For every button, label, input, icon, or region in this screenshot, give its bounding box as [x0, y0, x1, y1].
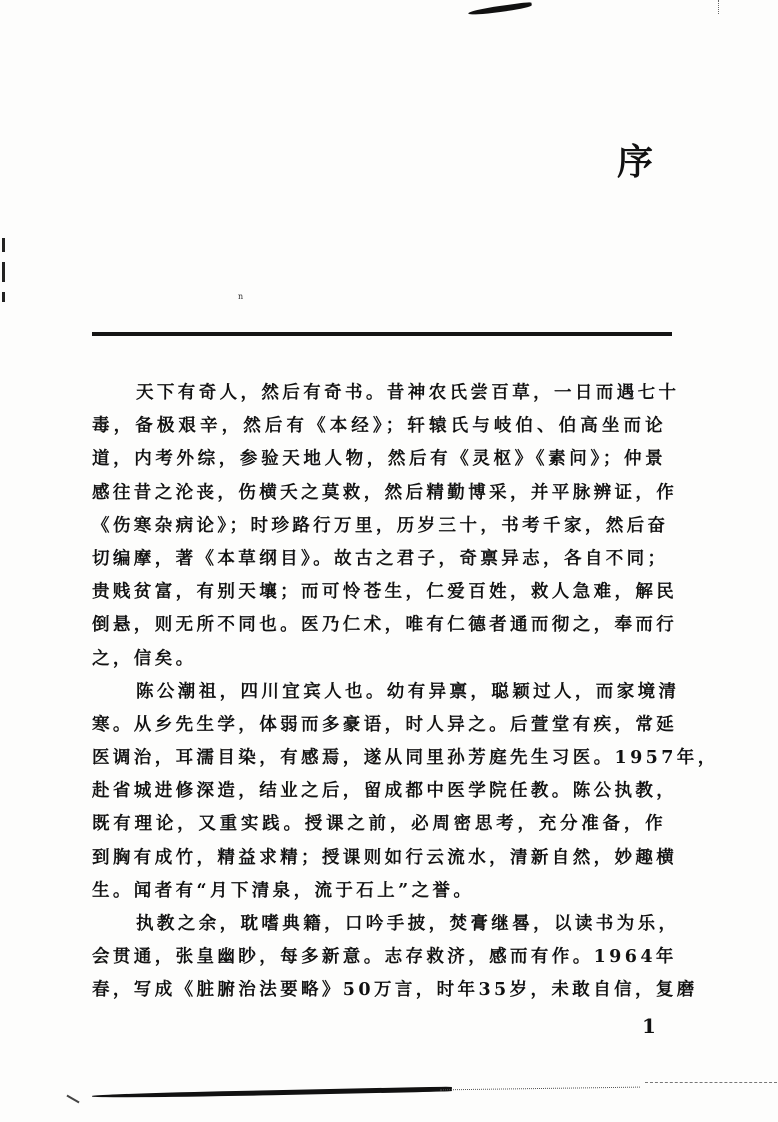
scan-smudge [645, 1082, 777, 1084]
text-line: 天下有奇人，然后有奇书。昔神农氏尝百草，一日而遇七十 [136, 383, 680, 403]
text-line: 既有理论，又重实践。授课之前，必周密思考，充分准备，作 [92, 814, 666, 835]
text-line: 到胸有成竹，精益求精；授课则如行云流水，清新自然，妙趣横 [92, 847, 678, 868]
text-line: 之，信矣。 [92, 648, 197, 669]
preface-body [92, 377, 719, 1008]
scan-speck: n [238, 292, 244, 301]
title-divider [92, 332, 672, 336]
text-line: 寒。从乡先生学，体弱而多豪语，时人异之。后萱堂有疾，常延 [92, 714, 678, 735]
text-line: 倒悬，则无所不同也。医乃仁术，唯有仁德者通而彻之，奉而行 [92, 615, 678, 636]
text-line: 生。闻者有“月下清泉，流于石上”之誉。 [92, 880, 475, 901]
text-line: 陈公潮祖，四川宜宾人也。幼有异禀，聪颖过人，而家境清 [136, 681, 680, 702]
text-line: 《伤寒杂病论》；时珍路行万里，历岁三十，书考千家，然后奋 [92, 515, 669, 536]
text-line: 春，写成《脏腑治法要略》50万言，时年35岁，未敢自信，复磨 [92, 980, 698, 1001]
text-line: 切编摩，著《本草纲目》。故古之君子，奇禀异志，各自不同； [92, 548, 669, 569]
page-title: 序 [617, 141, 654, 183]
text-line: 执教之余，耽嗜典籍，口吟手披，焚膏继晷，以读书为乐， [136, 914, 680, 934]
scan-smudge [468, 2, 532, 17]
text-line: 感往昔之沦丧，伤横夭之莫救，然后精勤博采，并平脉辨证，作 [92, 482, 678, 503]
scan-speck [718, 0, 721, 14]
text-line: 毒，备极艰辛，然后有《本经》；轩辕氏与岐伯、伯高坐而论 [92, 416, 666, 437]
text-line: 道，内考外综，参验天地人物，然后有《灵枢》《素问》；仲景 [92, 449, 666, 470]
scan-smudge [92, 1086, 452, 1099]
text-line: 贵贱贫富，有别天壤；而可怜苍生，仁爱百姓，救人急难，解民 [92, 582, 678, 603]
text-line: 赴省城进修深造，结业之后，留成都中医学院任教。陈公执教， [92, 781, 678, 802]
text-line: 医调治，耳濡目染，有感焉，遂从同里孙芳庭先生习医。1957年， [92, 748, 719, 769]
scan-speck [66, 1095, 79, 1104]
scan-smudge [440, 1087, 640, 1092]
text-line: 会贯通，张皇幽眇，每多新意。志存救济，感而有作。1964年 [92, 947, 677, 968]
page-number: 1 [642, 1014, 656, 1038]
binding-edge-marks [2, 238, 6, 308]
